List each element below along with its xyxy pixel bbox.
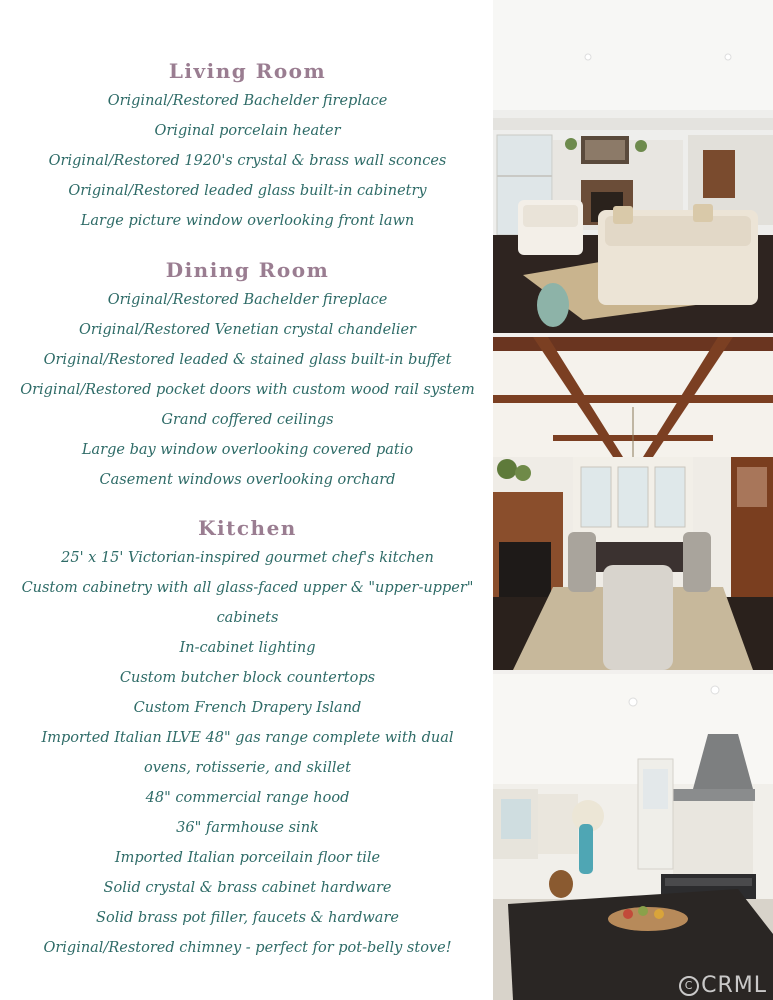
list-item: Custom cabinetry with all glass-faced upper & "upper-upper": [21, 580, 474, 596]
dining-room-heading: Dining Room: [165, 258, 330, 282]
list-item: 48" commercial range hood: [145, 790, 350, 806]
list-item: Custom butcher block countertops: [119, 670, 376, 686]
copyright-icon: C: [679, 976, 699, 996]
list-item: Original/Restored Bachelder fireplace: [107, 292, 388, 308]
list-item: Large bay window overlooking covered patio: [81, 442, 414, 458]
living-room-heading: Living Room: [168, 59, 327, 83]
kitchen-section: [0, 513, 495, 963]
list-item: Imported Italian porceilain floor tile: [114, 850, 381, 866]
list-item: Custom French Drapery Island: [133, 700, 362, 716]
watermark-text: CRML: [701, 973, 767, 998]
living-room-section: [0, 56, 495, 236]
list-item: 25' x 15' Victorian-inspired gourmet chef's kitchen: [61, 550, 434, 566]
list-item: Casement windows overlooking orchard: [99, 472, 396, 488]
dining-room-photo: [493, 337, 773, 670]
list-item: 36" farmhouse sink: [176, 820, 319, 836]
list-item: Imported Italian ILVE 48" gas range complete with dual: [41, 730, 454, 746]
list-item: Original/Restored Venetian crystal chandelier: [79, 322, 416, 338]
list-item: Solid crystal & brass cabinet hardware: [103, 880, 392, 896]
list-item: Original/Restored pocket doors with custom wood rail system: [20, 382, 475, 398]
list-item: Original/Restored chimney - perfect for pot-belly stove!: [43, 940, 452, 956]
living-room-photo: [493, 0, 773, 333]
list-item: ovens, rotisserie, and skillet: [144, 760, 351, 776]
kitchen-photo: [493, 674, 773, 1000]
list-item: Original/Restored leaded & stained glass built-in buffet: [43, 352, 452, 368]
watermark: [679, 973, 767, 998]
dining-room-section: [0, 255, 495, 495]
list-item: Original/Restored Bachelder fireplace: [107, 93, 388, 109]
list-item: Original/Restored 1920's crystal & brass wall sconces: [48, 153, 447, 169]
list-item: Grand coffered ceilings: [161, 412, 334, 428]
list-item: Large picture window overlooking front lawn: [80, 213, 415, 229]
list-item: Original/Restored leaded glass built-in cabinetry: [68, 183, 427, 199]
kitchen-heading: Kitchen: [198, 516, 297, 540]
photo-column: [493, 0, 773, 1000]
list-item: In-cabinet lighting: [179, 640, 316, 656]
list-item: Solid brass pot filler, faucets & hardware: [96, 910, 399, 926]
list-item: Original porcelain heater: [154, 123, 341, 139]
list-item: cabinets: [216, 610, 279, 626]
